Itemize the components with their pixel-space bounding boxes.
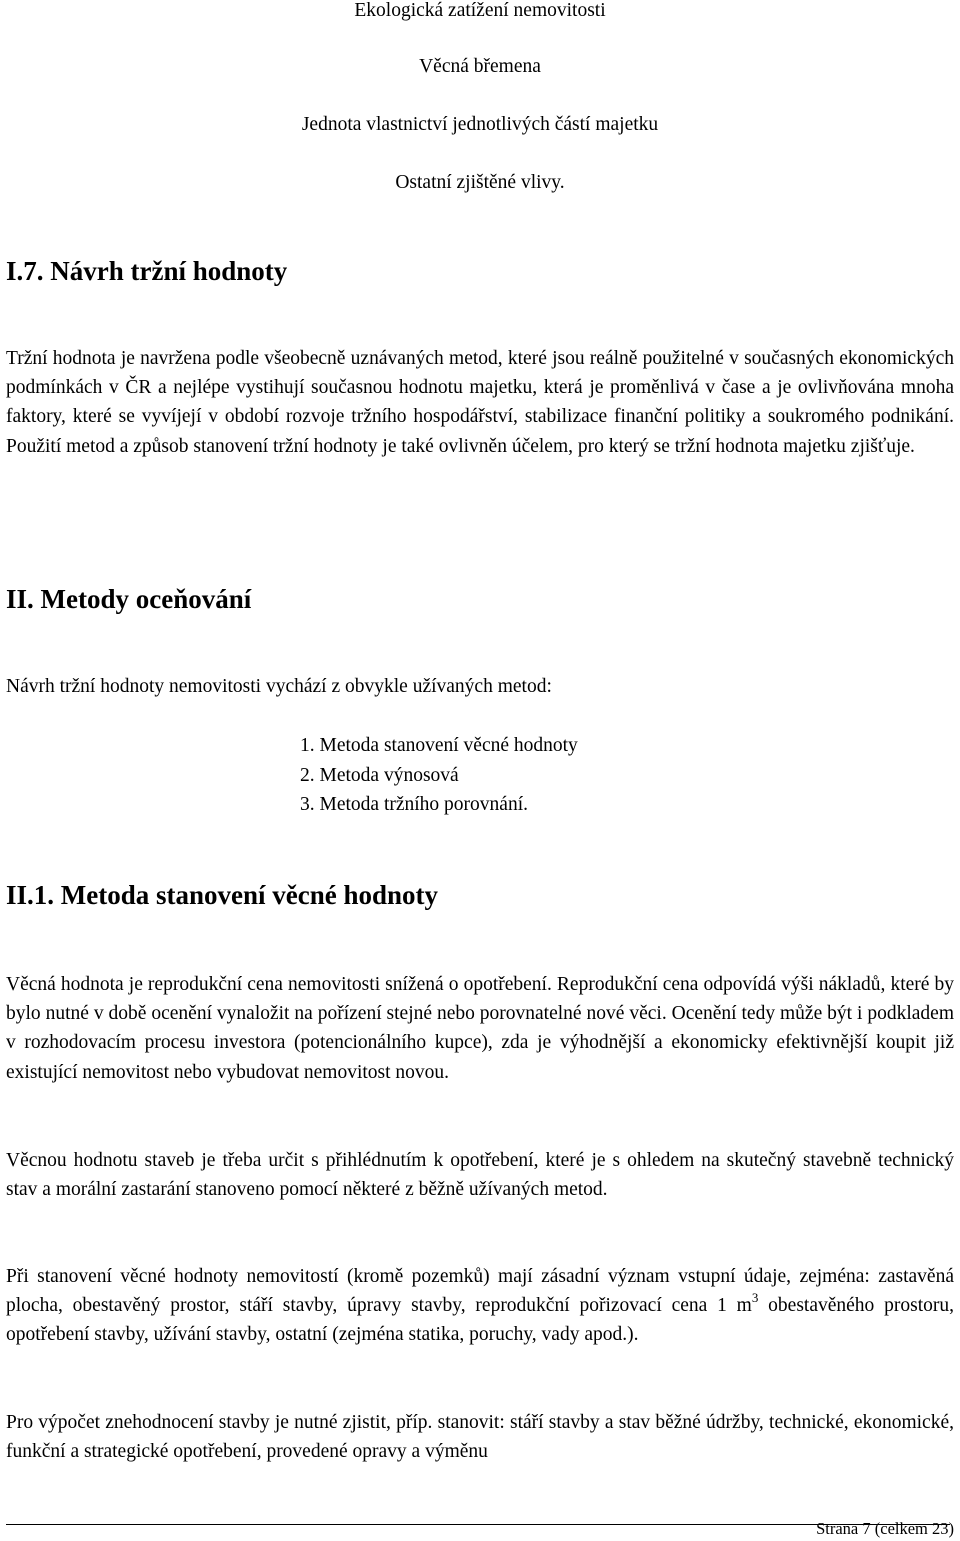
paragraph-3-text-before: Při stanovení věcné hodnoty nemovitostí (kromě pozemků) mají zásadní význam vstupní údaje, zejména: zastavěná plocha, obestavěný prostor, stáří stavby, úpravy stavby, reprodukční pořizovací cena 1 m	[6, 1266, 954, 1317]
section-heading-ii: II. Metody oceňování	[6, 584, 252, 614]
header-line-ownership-unity: Jednota vlastnictví jednotlivých částí majetku	[301, 114, 659, 135]
section-ii1-paragraph-3	[6, 1262, 954, 1350]
method-list-item: 2. Metoda výnosová	[300, 765, 459, 786]
section-ii1-paragraph-2: Věcnou hodnotu staveb je třeba určit s přihlédnutím k opotřebení, které je s ohledem na skutečný stavebně technický stav a morální zastarání stanoveno pomocí některé z běžně užívaných metod.	[6, 1150, 954, 1201]
section-heading-ii1: II.1. Metoda stanovení věcné hodnoty	[6, 880, 439, 910]
paragraph-3-text-after: obestavěného prostoru, opotřebení stavby, užívání stavby, ostatní (zejména statika, poruchy, vady apod.).	[6, 1295, 954, 1346]
section-i7-paragraph: Tržní hodnota je navržena podle všeobecně uznávaných metod, které jsou reálně použitelné v současných ekonomických podmínkách v ČR a nejlépe vystihují současnou hodnotu majetku, která je proměnlivá v čase a je ovlivňována mnoha faktory, které se vyvíjejí v období rozvoje tržního hospodářství, stabilizace finanční politiky a soukromého podnikání. Použití metod a způsob stanovení tržní hodnoty je také ovlivněn účelem, pro který se tržní hodnota majetku zjišťuje.	[6, 348, 954, 457]
section-ii-intro: Návrh tržní hodnoty nemovitosti vychází z obvykle užívaných metod:	[6, 676, 552, 697]
section-ii1-paragraph-4: Pro výpočet znehodnocení stavby je nutné zjistit, příp. stanovit: stáří stavby a stav běžné údržby, technické, ekonomické, funkční a strategické opotřebení, provedené opravy a výměnu	[6, 1412, 954, 1463]
header-line-environmental: Ekologická zatížení nemovitosti	[354, 0, 606, 21]
header-line-other-influences: Ostatní zjištěné vlivy.	[395, 172, 565, 193]
header-line-easements: Věcná břemena	[419, 56, 541, 77]
superscript-three: 3	[751, 1290, 759, 1306]
method-list-item: 1. Metoda stanovení věcné hodnoty	[300, 735, 578, 756]
section-heading-i7: I.7. Návrh tržní hodnoty	[6, 256, 288, 286]
page-number: Strana 7 (celkem 23)	[816, 1519, 954, 1538]
section-ii1-paragraph-1: Věcná hodnota je reprodukční cena nemovitosti snížená o opotřebení. Reprodukční cena odpovídá výši nákladů, které by bylo nutné v době ocenění vynaložit na pořízení stejné nebo porovnatelné nové věci. Ocenění tedy může být i podkladem v rozhodovacím procesu investora (potencionálního kupce), zda je výhodnější a ekonomicky efektivnější koupit již existující nemovitost nebo vybudovat nemovitost novou.	[6, 974, 954, 1083]
method-list-item: 3. Metoda tržního porovnání.	[300, 794, 528, 815]
footer-divider	[6, 1524, 950, 1525]
